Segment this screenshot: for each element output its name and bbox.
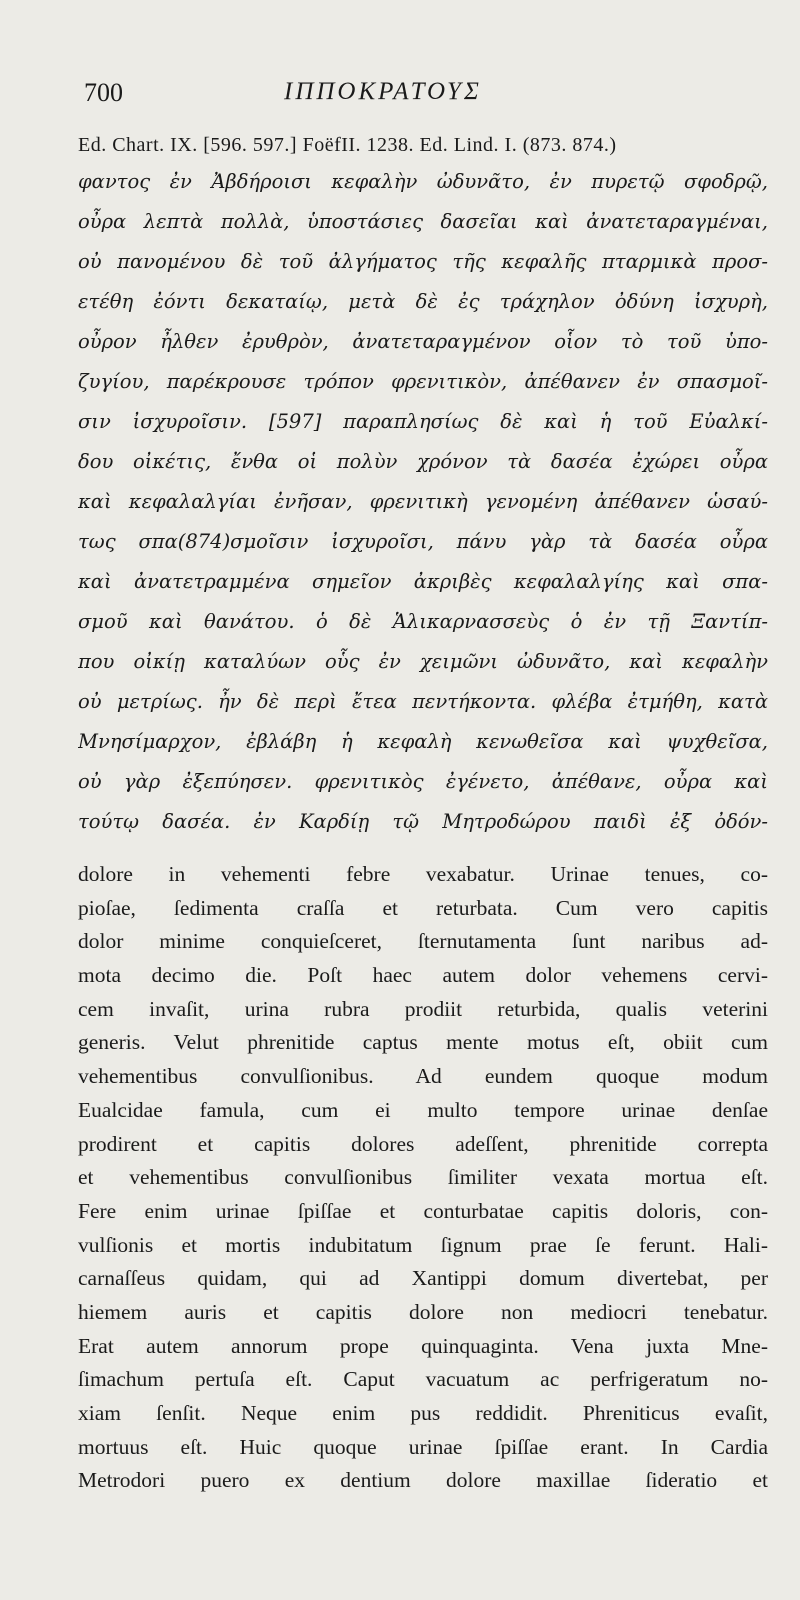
latin-text-line: mortuus eſt. Huic quoque urinae ſpiſſae erant. In Cardia	[78, 1434, 768, 1459]
greek-text-line: τως σπα(874)σμοῖσιν ἰσχυροῖσι, πάνυ γὰρ τὰ δασέα οὖρα	[78, 530, 768, 553]
latin-text-line: Eualcidae famula, cum ei multo tempore urinae denſae	[78, 1097, 768, 1122]
page-header	[44, 78, 764, 118]
latin-text-line: prodirent et capitis dolores adeſſent, phrenitide correpta	[78, 1131, 768, 1156]
greek-text-line: σιν ἰσχυροῖσιν. [597] παραπλησίως δὲ καὶ ἡ τοῦ Εὐαλκί-	[78, 410, 768, 433]
column-separator	[78, 842, 768, 843]
greek-text-line: οὖρον ἦλθεν ἐρυθρὸν, ἀνατεταραγμένον οἷον τὸ τοῦ ὑπο-	[78, 330, 768, 353]
greek-text-line: οὐ πανομένου δὲ τοῦ ἀλγήματος τῆς κεφαλῆς πταρμικὰ προσ-	[78, 250, 768, 273]
greek-text-block	[78, 162, 768, 842]
latin-text-line: Erat autem annorum prope quinquaginta. Vena juxta Mne-	[78, 1333, 768, 1358]
latin-text-line: et vehementibus convulſionibus ſimiliter vexata mortua eſt.	[78, 1165, 768, 1190]
latin-text-line: hiemem auris et capitis dolore non mediocri tenebatur.	[78, 1299, 768, 1324]
greek-text-line: ζυγίου, παρέκρουσε τρόπον φρενιτικὸν, ἀπέθανεν ἐν σπασμοῖ-	[78, 370, 768, 393]
greek-text-line: δου οἰκέτις, ἔνθα οἱ πολὺν χρόνον τὰ δασέα ἐχώρει οὖρα	[78, 450, 768, 473]
greek-text-line: καὶ κεφαλαλγίαι ἐνῆσαν, φρενιτικὴ γενομένη ἀπέθανεν ὡσαύ-	[78, 490, 768, 513]
greek-text-line: σμοῦ καὶ θανάτου. ὁ δὲ Ἁλικαρνασσεὺς ὁ ἐν τῇ Ξαντίπ-	[78, 610, 768, 633]
greek-text-line: καὶ ἀνατετραμμένα σημεῖον ἀκριβὲς κεφαλαλγίης καὶ σπα-	[78, 570, 768, 593]
latin-text-line: vulſionis et mortis indubitatum ſignum prae ſe ferunt. Hali-	[78, 1232, 768, 1257]
greek-text-line: Μνησίμαρχον, ἐβλάβη ἡ κεφαλὴ κενωθεῖσα καὶ ψυχθεῖσα,	[78, 730, 768, 753]
greek-text-line: που οἰκίῃ καταλύων οὗς ἐν χειμῶνι ὠδυνᾶτο, καὶ κεφαλὴν	[78, 650, 768, 673]
latin-text-line: xiam ſenſit. Neque enim pus reddidit. Phreniticus evaſit,	[78, 1401, 768, 1425]
latin-text-block	[78, 858, 768, 1498]
latin-text-line: Fere enim urinae ſpiſſae et conturbatae capitis doloris, con-	[78, 1198, 768, 1223]
greek-text-line: οὐ μετρίως. ἦν δὲ περὶ ἔτεα πεντήκοντα. φλέβα ἐτμήθη, κατὰ	[78, 690, 768, 713]
latin-text-line: Metrodori puero ex dentium dolore maxillae ſideratio et	[78, 1468, 768, 1493]
greek-text-line: οὐ γὰρ ἐξεπύησεν. φρενιτικὸς ἐγένετο, ἀπέθανε, οὖρα καὶ	[78, 770, 768, 793]
latin-text-line: pioſae, ſedimenta craſſa et returbata. Cum vero capitis	[78, 895, 768, 920]
greek-text-line: οὖρα λεπτὰ πολλὰ, ὑποστάσιες δασεῖαι καὶ ἀνατεταραγμέναι,	[78, 210, 768, 233]
greek-text-line: φαντος ἐν Ἀβδήροισι κεφαλὴν ὠδυνᾶτο, ἐν πυρετῷ σφοδρῷ,	[78, 170, 768, 193]
running-title: ΙΠΠΟΚΡΑΤΟΥΣ	[284, 78, 482, 105]
latin-text-line: cem invaſit, urina rubra prodiit returbida, qualis veterini	[78, 996, 768, 1021]
latin-text-line: ſimachum pertuſa eſt. Caput vacuatum ac perfrigeratum no-	[78, 1367, 768, 1392]
latin-text-line: generis. Velut phrenitide captus mente motus eſt, obiit cum	[78, 1030, 768, 1055]
latin-text-line: mota decimo die. Poſt haec autem dolor vehemens cervi-	[78, 963, 768, 988]
page-number: 700	[84, 78, 123, 107]
latin-text-line: vehementibus convulſionibus. Ad eundem quoque modum	[78, 1064, 768, 1089]
latin-text-line: dolore in vehementi febre vexabatur. Urinae tenues, co-	[78, 862, 768, 886]
greek-text-line: ετέθη ἐόντι δεκαταίῳ, μετὰ δὲ ἐς τράχηλον ὀδύνη ἰσχυρὴ,	[78, 290, 768, 313]
latin-text-line: dolor minime conquieſceret, ſternutamenta ſunt naribus ad-	[78, 929, 768, 954]
edition-references: Ed. Chart. IX. [596. 597.] FoëfII. 1238. Ed. Lind. I. (873. 874.)	[78, 134, 617, 156]
greek-text-line: τούτῳ δασέα. ἐν Καρδίῃ τῷ Μητροδώρου παιδὶ ἐξ ὀδόν-	[78, 810, 768, 833]
latin-text-line: carnaſſeus quidam, qui ad Xantippi domum divertebat, per	[78, 1266, 768, 1291]
